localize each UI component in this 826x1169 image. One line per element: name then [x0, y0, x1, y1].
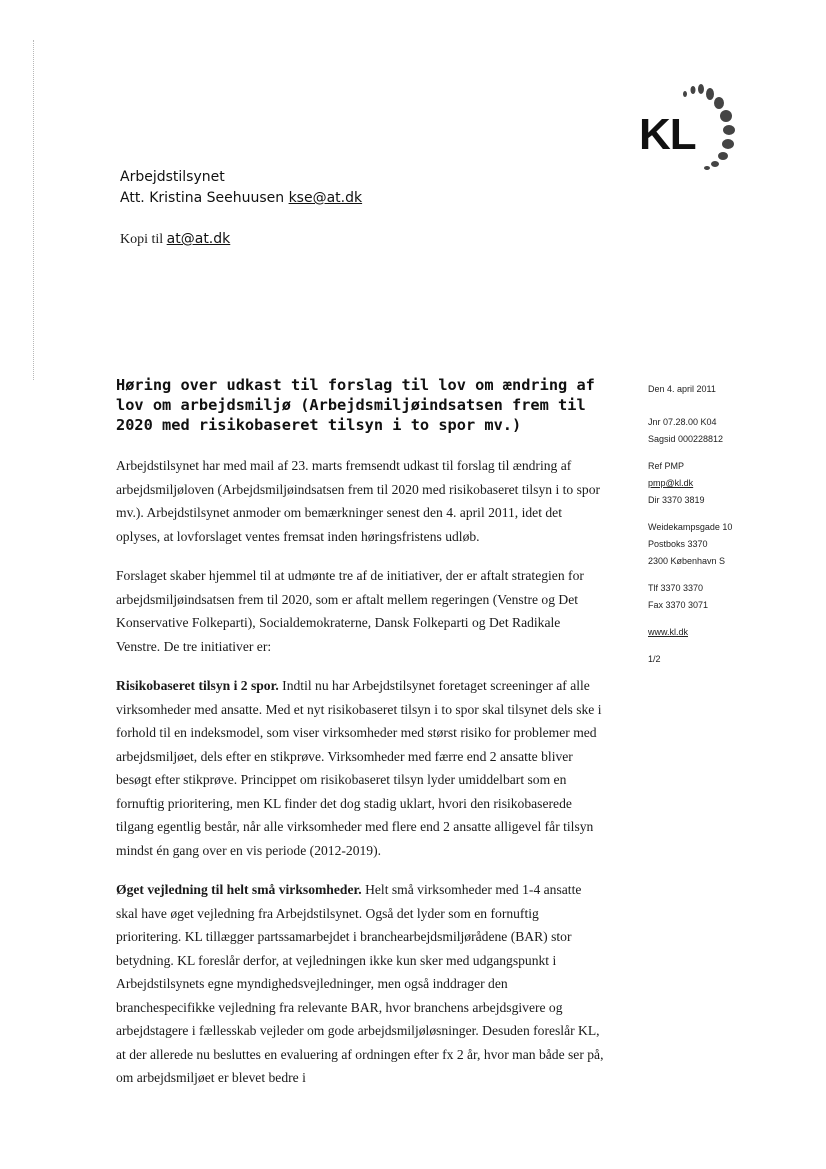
journal-number: Jnr 07.28.00 K04	[648, 417, 717, 427]
website-link[interactable]: www.kl.dk	[648, 627, 689, 637]
letter-date: Den 4. april 2011	[648, 384, 716, 394]
recipient-attention-name: Att. Kristina Seehuusen	[120, 190, 289, 206]
web-group	[648, 624, 798, 641]
fax: Fax 3370 3071	[648, 600, 709, 610]
letter-body	[116, 454, 606, 1106]
paragraph-risk-supervision	[116, 674, 606, 862]
phone-group	[648, 580, 798, 614]
copy-email-link[interactable]: at@at.dk	[166, 231, 231, 247]
scan-edge-marks	[33, 40, 34, 380]
address-group	[648, 519, 798, 570]
street-address: Weidekampsgade 10	[648, 522, 733, 532]
kl-logo-text: KL	[639, 110, 696, 159]
page-number: 1/2	[648, 654, 661, 664]
case-id: Sagsid 000228812	[648, 434, 724, 444]
guidance-heading: Øget vejledning til helt små virksomheder.	[116, 882, 362, 897]
recipient-email-link[interactable]: kse@at.dk	[288, 190, 363, 206]
paragraph-guidance	[116, 878, 606, 1090]
recipient-block	[120, 167, 362, 209]
recipient-attention	[120, 188, 362, 209]
postbox: Postboks 3370	[648, 539, 708, 549]
page-group	[648, 651, 798, 668]
copy-prefix: Kopi til	[120, 232, 167, 247]
recipient-org: Arbejdstilsynet	[120, 169, 225, 185]
direct-phone: Dir 3370 3819	[648, 495, 705, 505]
date-group	[648, 381, 798, 398]
risk-supervision-text: Indtil nu har Arbejdstilsynet foretaget screeninger af alle virksomheder med ansatte. Med et nyt risikobaseret tilsyn i to spor skal tilsynet dels ske i forhold til en indeksmodel, som viser virksomheder med størst risiko for problemer med arbejdsmiljøet, dels efter en stikprøve. Virksomheder med færre end 2 ansatte bliver besøgt efter stikprøve. Princippet om risikobaseret tilsyn lyder umiddelbart som en fornuftig prioritering, men KL finder det dog stadig uklart, hvori den risikobaserede tilgang egentlig består, når alle virksomheder med flere end 2 ansatte alligevel får tilsyn mindst én gang over en vis periode (2012-2019).	[116, 678, 602, 858]
kl-logo	[633, 80, 743, 180]
reference-group	[648, 458, 798, 509]
case-group	[648, 414, 798, 448]
risk-supervision-heading: Risikobaseret tilsyn i 2 spor.	[116, 678, 279, 693]
letter-title: Høring over udkast til forslag til lov om ændring af lov om arbejdsmiljø (Arbejdsmiljøindsatsen frem til 2020 med risikobaseret tilsyn i to spor mv.)	[116, 376, 595, 434]
city: 2300 København S	[648, 556, 726, 566]
guidance-text: Helt små virksomheder med 1-4 ansatte skal have øget vejledning fra Arbejdstilsynet. Også det lyder som en fornuftig prioritering. KL tillægger partssamarbejdet i branchearbejdsmiljørådene (BAR) stor betydning. KL foreslår derfor, at vejledningen ikke kun sker med udgangspunkt i Arbejdstilsynets egne myndighedsvejledninger, men også inddrager den branchespecifikke vejledning fra relevante BAR, hvor branchens arbejdsgivere og arbejdstagere i fællesskab vejleder om gode arbejdsmiljøløsninger. Desuden foreslår KL, at der allerede nu besluttes en evaluering af ordningen efter fx 2 år, hvor man både ser på, om arbejdsmiljøet er blevet bedre i	[116, 882, 604, 1085]
sender-sidebar	[648, 381, 798, 678]
paragraph-intro: Arbejdstilsynet har med mail af 23. marts fremsendt udkast til forslag til ændring af arbejdsmiljøloven (Arbejdsmiljøindsatsen frem til 2020 med risikobaseret tilsyn i to spor mv.). Arbejdstilsynet anmoder om bemærkninger senest den 4. april 2011, idet det oplyses, at lovforslaget ventes fremsat inden høringsfristens udløb.	[116, 458, 601, 544]
reference: Ref PMP	[648, 461, 685, 471]
copy-line	[120, 229, 230, 250]
phone: Tlf 3370 3370	[648, 583, 704, 593]
sender-email-link[interactable]: pmp@kl.dk	[648, 478, 694, 488]
paragraph-initiatives: Forslaget skaber hjemmel til at udmønte tre af de initiativer, der er aftalt strategien for arbejdsmiljøindsatsen frem til 2020, som er aftalt mellem regeringen (Venstre og Det Konservative Folkeparti), Socialdemokraterne, Dansk Folkeparti og Det Radikale Venstre. De tre initiativer er:	[116, 568, 584, 654]
